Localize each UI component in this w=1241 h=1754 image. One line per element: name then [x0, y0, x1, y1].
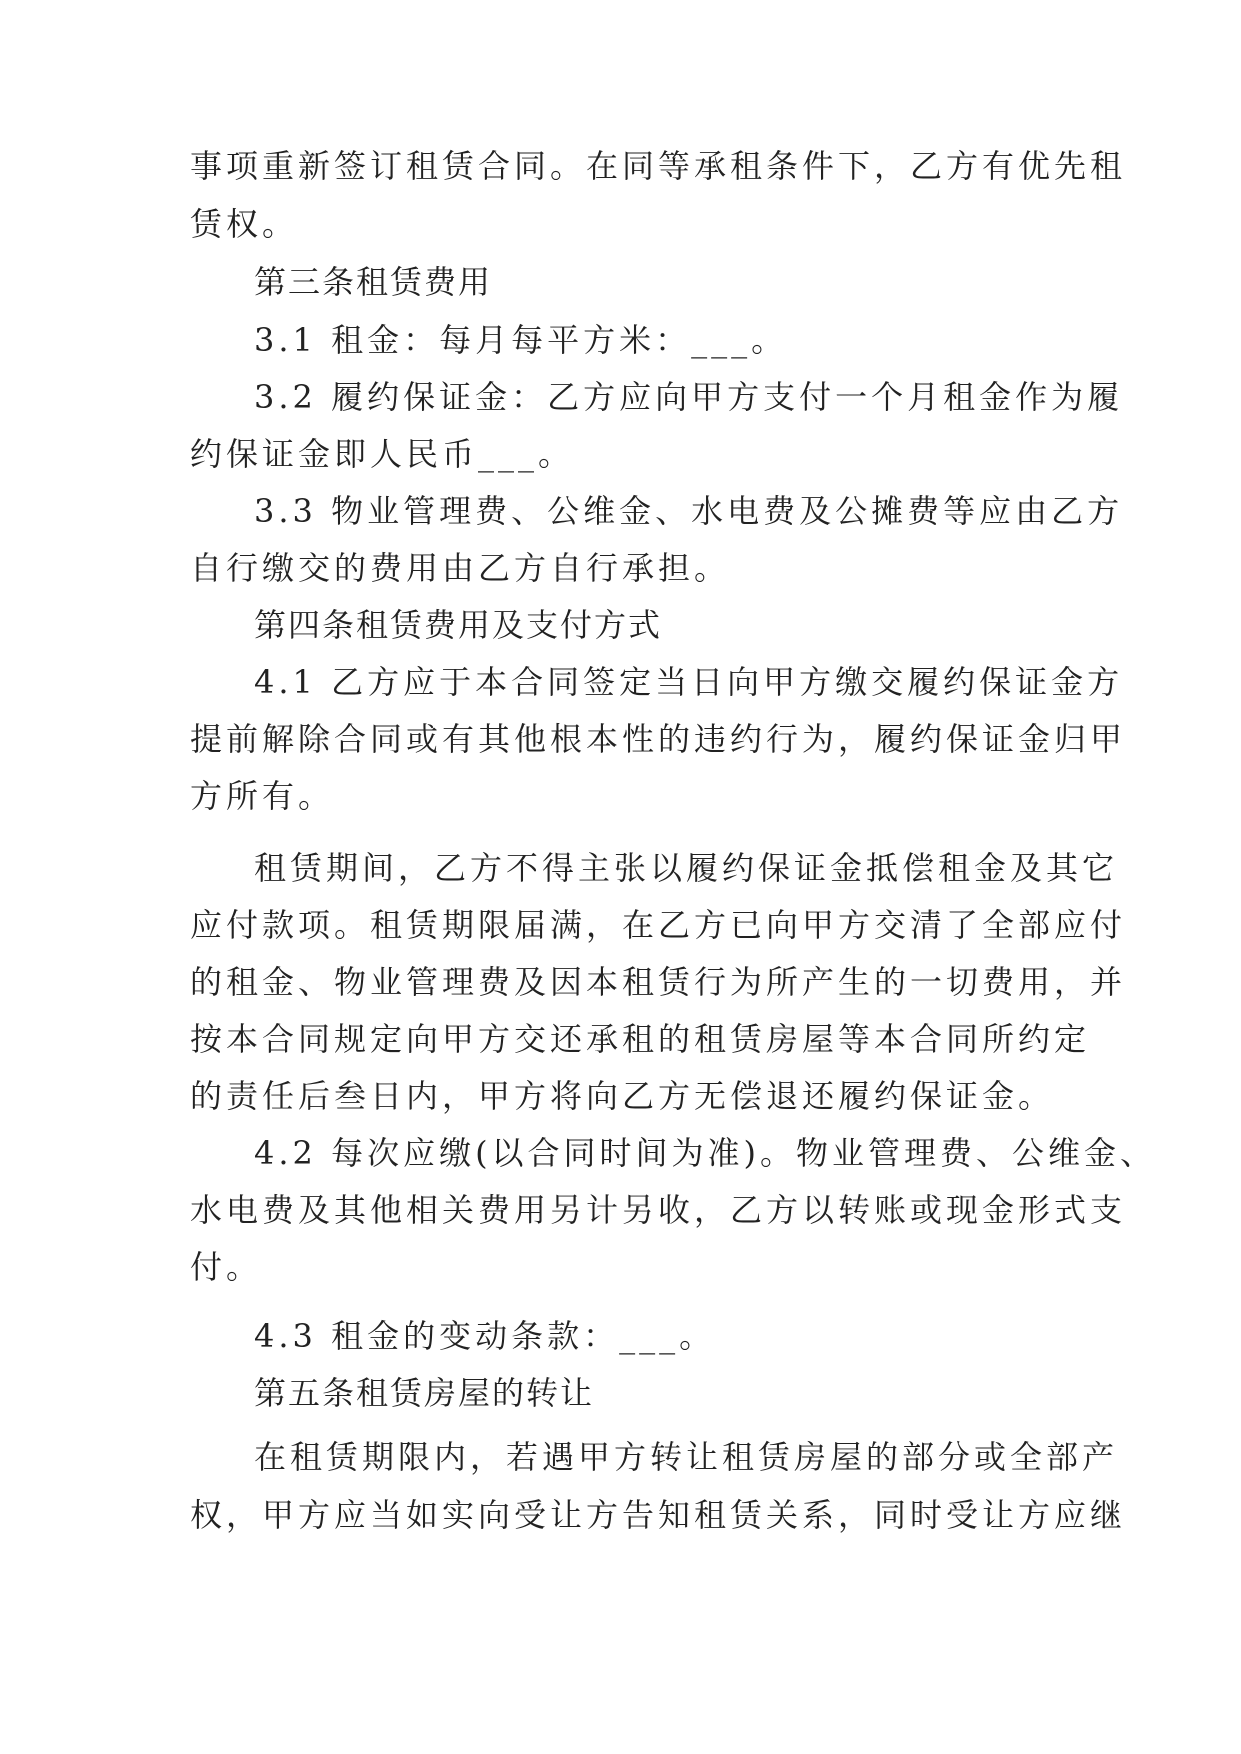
section-heading: 第五条租赁房屋的转让 — [254, 1374, 595, 1412]
section-heading: 第四条租赁费用及支付方式 — [254, 606, 663, 644]
text-line: 的租金、物业管理费及因本租赁行为所产生的一切费用，并 — [190, 963, 1127, 1001]
text-line: 的责任后叁日内，甲方将向乙方无偿退还履约保证金。 — [190, 1077, 1055, 1115]
text-line: 权，甲方应当如实向受让方告知租赁关系，同时受让方应继 — [190, 1496, 1127, 1534]
text-line: 3.3 物业管理费、公维金、水电费及公摊费等应由乙方 — [254, 492, 1124, 530]
text-line: 3.1 租金：每月每平方米：___。 — [254, 321, 788, 359]
text-line: 在租赁期限内，若遇甲方转让租赁房屋的部分或全部产 — [254, 1438, 1119, 1476]
text-line: 4.3 租金的变动条款：___。 — [254, 1317, 716, 1355]
text-line: 4.2 每次应缴(以合同时间为准)。物业管理费、公维金、 — [254, 1134, 1157, 1172]
text-line: 水电费及其他相关费用另计另收，乙方以转账或现金形式支 — [190, 1191, 1127, 1229]
section-heading: 第三条租赁费用 — [254, 263, 493, 301]
text-line: 事项重新签订租赁合同。在同等承租条件下，乙方有优先租 — [190, 147, 1127, 185]
text-line: 4.1 乙方应于本合同签定当日向甲方缴交履约保证金方 — [254, 663, 1124, 701]
text-line: 付。 — [190, 1248, 263, 1286]
text-line: 自行缴交的费用由乙方自行承担。 — [190, 549, 731, 587]
text-line: 方所有。 — [190, 777, 335, 815]
text-line: 提前解除合同或有其他根本性的违约行为，履约保证金归甲 — [190, 720, 1127, 758]
text-line: 3.2 履约保证金：乙方应向甲方支付一个月租金作为履 — [254, 378, 1124, 416]
text-line: 赁权。 — [190, 205, 299, 243]
text-line: 应付款项。租赁期限届满，在乙方已向甲方交清了全部应付 — [190, 906, 1127, 944]
text-line: 约保证金即人民币___。 — [190, 435, 575, 473]
text-line: 按本合同规定向甲方交还承租的租赁房屋等本合同所约定 — [190, 1020, 1091, 1058]
text-line: 租赁期间，乙方不得主张以履约保证金抵偿租金及其它 — [254, 849, 1119, 887]
